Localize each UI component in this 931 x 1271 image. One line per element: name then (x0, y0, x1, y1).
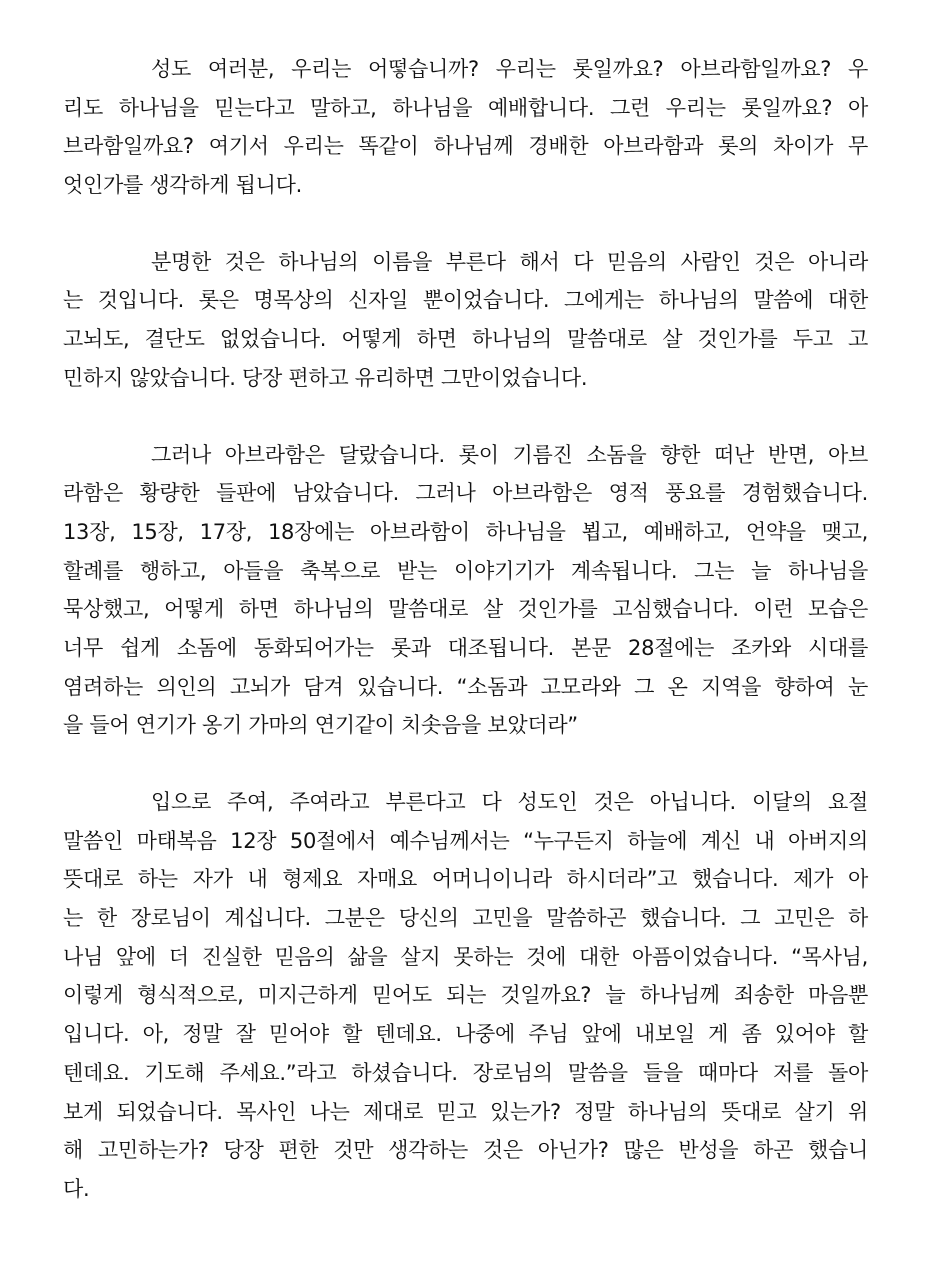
text-line: 13장, 15장, 17장, 18장에는 아브라함이 하나님을 뵙고, 예배하고, 언약을 맺고, (63, 519, 868, 544)
text-line: 리도 하나님을 믿는다고 말하고, 하나님을 예배합니다. 그런 우리는 롯일까요? 아 (63, 95, 868, 120)
text-line: 할례를 행하고, 아들을 축복으로 받는 이야기기가 계속됩니다. 그는 늘 하나님을 (63, 558, 868, 583)
text-line: 입니다. 아, 정말 잘 믿어야 할 텐데요. 나중에 주님 앞에 내보일 게 좀 있어야 할 (63, 1022, 868, 1047)
document-page (63, 50, 868, 1247)
paragraph-1 (63, 50, 868, 205)
text-line: 나님 앞에 더 진실한 믿음의 삶을 살지 못하는 것에 대한 아픔이었습니다. “목사님, (63, 944, 868, 969)
text-line: 뜻대로 하는 자가 내 형제요 자매요 어머니이니라 하시더라”고 했습니다. 제가 아 (63, 867, 868, 892)
text-line: 민하지 않았습니다. 당장 편하고 유리하면 그만이었습니다. (63, 365, 588, 390)
paragraph-4 (63, 783, 868, 1209)
text-line: 엇인가를 생각하게 됩니다. (63, 173, 302, 198)
text-line: 묵상했고, 어떻게 하면 하나님의 말씀대로 살 것인가를 고심했습니다. 이런 모습은 (63, 597, 868, 622)
text-line: 그러나 아브라함은 달랐습니다. 롯이 기름진 소돔을 향한 떠난 반면, 아브 (151, 442, 868, 467)
text-line: 보게 되었습니다. 목사인 나는 제대로 믿고 있는가? 정말 하나님의 뜻대로 살기 위 (63, 1099, 868, 1124)
text-line: 는 한 장로님이 계십니다. 그분은 당신의 고민을 말씀하곤 했습니다. 그 고민은 하 (63, 906, 868, 931)
text-line: 브라함일까요? 여기서 우리는 똑같이 하나님께 경배한 아브라함과 롯의 차이가 무 (63, 134, 868, 159)
text-line: 말씀인 마태복음 12장 50절에서 예수님께서는 “누구든지 하늘에 계신 내 아버지의 (63, 828, 868, 853)
text-line: 입으로 주여, 주여라고 부른다고 다 성도인 것은 아닙니다. 이달의 요절 (151, 790, 868, 814)
text-line: 너무 쉽게 소돔에 동화되어가는 롯과 대조됩니다. 본문 28절에는 조카와 시대를 (63, 635, 868, 660)
paragraph-3 (63, 436, 868, 746)
text-line: 고뇌도, 결단도 없었습니다. 어떻게 하면 하나님의 말씀대로 살 것인가를 두고 고 (63, 327, 868, 352)
text-line: 분명한 것은 하나님의 이름을 부른다 해서 다 믿음의 사람인 것은 아니라 (151, 249, 868, 274)
text-line: 는 것입니다. 롯은 명목상의 신자일 뿐이었습니다. 그에게는 하나님의 말씀에 대한 (63, 288, 868, 313)
text-line: 다. (63, 1176, 90, 1201)
text-line: 라함은 황량한 들판에 남았습니다. 그러나 아브라함은 영적 풍요를 경험했습니다. (63, 481, 868, 506)
text-line: 성도 여러분, 우리는 어떻습니까? 우리는 롯일까요? 아브라함일까요? 우 (151, 57, 868, 81)
text-line: 이렇게 형식적으로, 미지근하게 믿어도 되는 것일까요? 늘 하나님께 죄송한 마음뿐 (63, 983, 868, 1008)
text-line: 염려하는 의인의 고뇌가 담겨 있습니다. “소돔과 고모라와 그 온 지역을 향하여 눈 (63, 674, 868, 699)
text-line: 을 들어 연기가 옹기 가마의 연기같이 치솟음을 보았더라” (63, 713, 578, 738)
paragraph-2 (63, 243, 868, 398)
text-line: 텐데요. 기도해 주세요.”라고 하셨습니다. 장로님의 말씀을 들을 때마다 저를 돌아 (63, 1060, 868, 1085)
text-line: 해 고민하는가? 당장 편한 것만 생각하는 것은 아닌가? 많은 반성을 하곤 했습니 (63, 1138, 868, 1163)
